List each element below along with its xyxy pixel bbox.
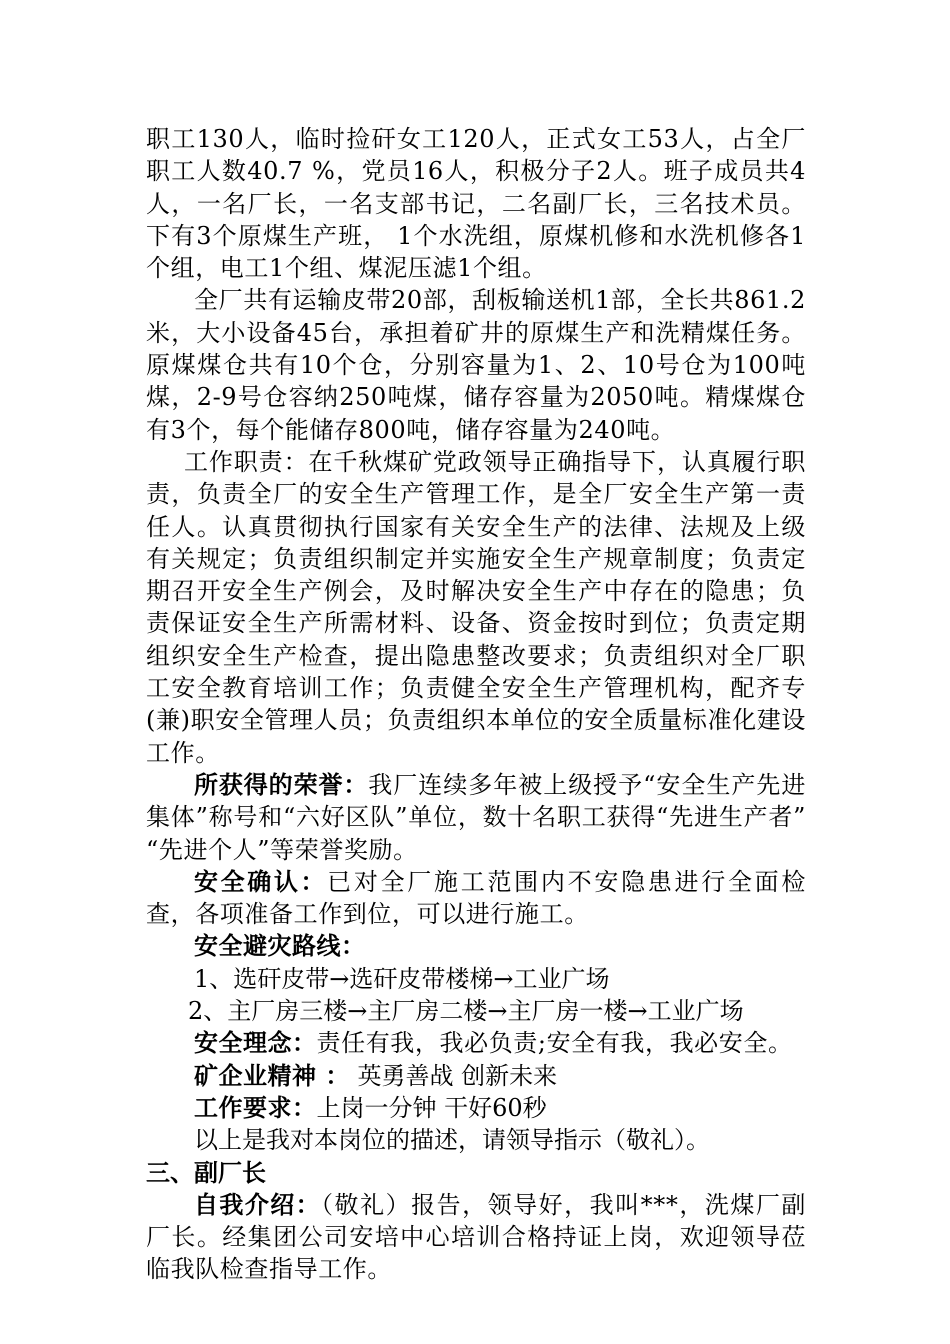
paragraph-closing: 以上是我对本岗位的描述，请领导指示（敬礼）。 — [194, 1126, 710, 1155]
paragraph-evacuation-heading — [146, 930, 806, 962]
section-heading-deputy-director: 三、副厂长 — [146, 1158, 266, 1187]
paragraph-job-duties: 工作职责：在千秋煤矿党政领导正确指导下，认真履行职责，负责全厂的安全生产管理工作，是全厂安全生产第一责任人。认真贯彻执行国家有关安全生产的法律、法规及上级有关规定；负责组织制定并实施安全生产规章制度；负责定期召开安全生产例会，及时解决安全生产中存在的隐患；负责保证安全生产所需材料、设备、资金按时到位；负责定期组织安全生产检查，提出隐患整改要求；负责组织对全厂职工安全教育培训工作；负责健全安全生产管理机构，配齐专(兼)职安全管理人员；负责组织本单位的安全质量标准化建设工作。 — [146, 447, 806, 767]
safety-concept-label: 安全理念： — [194, 1029, 317, 1058]
evacuation-route-2: 2、主厂房三楼→主厂房二楼→主厂房一楼→工业广场 — [188, 997, 744, 1026]
paragraph-safety-concept — [146, 1027, 806, 1059]
paragraph-honors — [146, 769, 806, 866]
paragraph-safety-confirmation — [146, 866, 806, 931]
paragraph-enterprise-spirit — [146, 1060, 806, 1092]
self-introduction-label: 自我介绍： — [194, 1190, 322, 1219]
evacuation-route-1: 1、选矸皮带→选矸皮带楼梯→工业广场 — [194, 964, 610, 993]
self-introduction-text: （敬礼）报告，领导好，我叫***，洗煤厂副厂长。经集团公司安培中心培训合格持证上岗，欢迎领导莅临我队检查指导工作。 — [146, 1190, 806, 1284]
enterprise-spirit-text: 英勇善战 创新未来 — [357, 1061, 558, 1090]
honors-text: 我厂连续多年被上级授予“安全生产先进集体”称号和“六好区队”单位，数十名职工获得“先进生产者” “先进个人”等荣誉奖励。 — [146, 770, 806, 864]
safety-concept-text: 责任有我，我必负责;安全有我，我必安全。 — [316, 1029, 793, 1058]
document-body — [146, 123, 806, 1286]
paragraph-equipment: 全厂共有运输皮带20部，刮板输送机1部，全长共861.2米，大小设备45台，承担着矿井的原煤生产和洗精煤任务。原煤煤仓共有10个仓，分别容量为1、2、10号仓为100吨煤，2-9号仓容纳250吨煤，储存容量为2050吨。精煤煤仓有3个，每个能储存800吨，储存容量为240吨。 — [146, 286, 806, 444]
safety-confirmation-label: 安全确认： — [194, 867, 328, 896]
work-requirement-label: 工作要求： — [194, 1093, 317, 1122]
paragraph-staff-statistics: 职工130人，临时捡矸女工120人，正式女工53人，占全厂职工人数40.7 %，党员16人，积极分子2人。班子成员共4人，一名厂长，一名支部书记，二名副厂长，三名技术员。下有3个原煤生产班， 1个水洗组，原煤机修和水洗机修各1个组，电工1个组、煤泥压滤1个组。 — [146, 125, 806, 283]
enterprise-spirit-label: 矿企业精神 ： — [194, 1061, 350, 1090]
safety-confirmation-text: 已对全厂施工范围内不安隐患进行全面检查，各项准备工作到位，可以进行施工。 — [146, 867, 807, 929]
honors-label: 所获得的荣誉： — [194, 770, 369, 799]
work-requirement-text: 上岗一分钟 干好60秒 — [316, 1093, 547, 1122]
paragraph-work-requirement — [146, 1092, 806, 1124]
paragraph-self-introduction — [146, 1189, 806, 1286]
evacuation-route-label: 安全避灾路线： — [194, 932, 366, 961]
